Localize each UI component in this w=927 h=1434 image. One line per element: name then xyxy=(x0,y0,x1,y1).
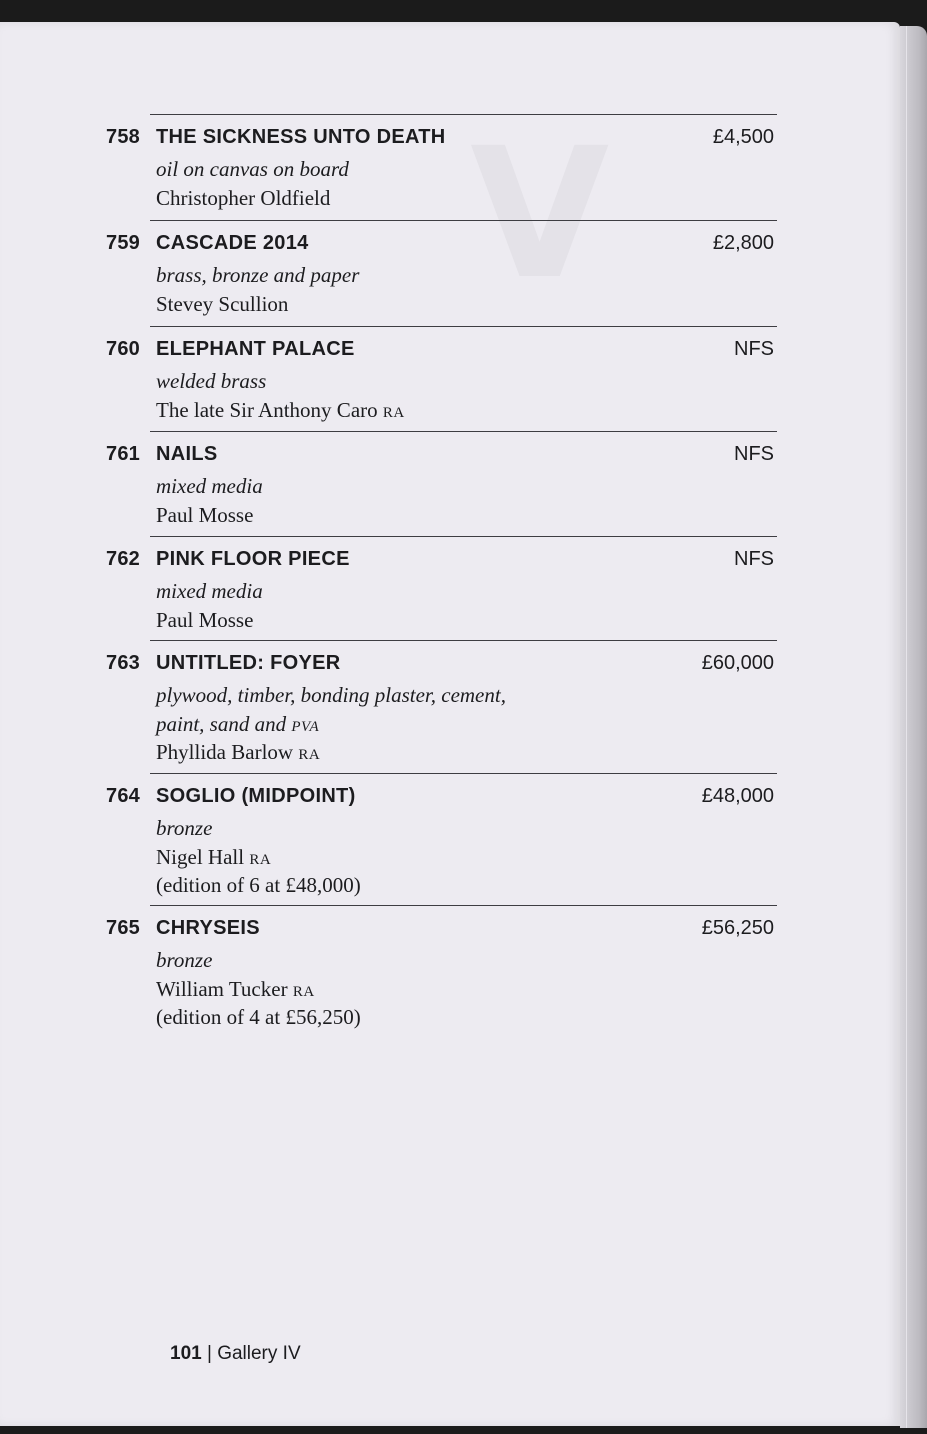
artist-name: Stevey Scullion xyxy=(156,292,289,316)
medium-suffix: PVA xyxy=(291,719,320,735)
entry-divider xyxy=(150,220,777,221)
entry-number: 763 xyxy=(106,652,140,674)
entry-number: 758 xyxy=(106,126,140,148)
entry-title: UNTITLED: FOYER xyxy=(156,652,341,674)
entry-price: £4,500 xyxy=(712,126,774,148)
entry-edition: (edition of 4 at £56,250) xyxy=(156,1005,361,1029)
artist-name: Phyllida Barlow xyxy=(156,740,294,764)
entry-artist xyxy=(156,740,320,765)
entry-divider xyxy=(150,905,777,906)
entry-divider xyxy=(150,431,777,432)
entry-artist xyxy=(156,845,271,870)
section-name: Gallery IV xyxy=(217,1343,301,1364)
entry-price: NFS xyxy=(734,338,774,360)
entry-artist xyxy=(156,186,330,211)
entry-price: £60,000 xyxy=(701,652,774,674)
entry-divider xyxy=(150,114,777,115)
artist-name: The late Sir Anthony Caro xyxy=(156,398,378,422)
artist-name: Paul Mosse xyxy=(156,608,254,632)
entry-medium: mixed media xyxy=(156,474,263,498)
entry-title: CASCADE 2014 xyxy=(156,232,309,254)
entry-title: NAILS xyxy=(156,443,218,465)
entry-price: £48,000 xyxy=(701,785,774,807)
artist-name: Nigel Hall xyxy=(156,845,245,869)
artist-name: Christopher Oldfield xyxy=(156,186,331,210)
artist-suffix: RA xyxy=(292,984,315,1000)
entry-number: 759 xyxy=(106,232,140,254)
entry-number: 765 xyxy=(106,917,140,939)
entry-title: THE SICKNESS UNTO DEATH xyxy=(156,126,446,148)
entry-medium: brass, bronze and paper xyxy=(156,263,360,287)
artist-name: William Tucker xyxy=(156,977,288,1001)
entry-title: PINK FLOOR PIECE xyxy=(156,548,350,570)
medium-text: paint, sand and xyxy=(156,712,287,736)
artist-name: Paul Mosse xyxy=(156,503,254,527)
entry-artist xyxy=(156,503,253,528)
entry-medium: bronze xyxy=(156,948,213,972)
entry-title: CHRYSEIS xyxy=(156,917,260,939)
artist-suffix: RA xyxy=(249,852,272,868)
artist-suffix: RA xyxy=(298,747,321,763)
entry-divider xyxy=(150,326,777,327)
entry-price: NFS xyxy=(734,443,774,465)
entry-medium: bronze xyxy=(156,816,213,840)
entry-medium: mixed media xyxy=(156,579,263,603)
entry-medium: welded brass xyxy=(156,369,267,393)
entry-title: ELEPHANT PALACE xyxy=(156,338,355,360)
entry-divider xyxy=(150,773,777,774)
entry-title: SOGLIO (MIDPOINT) xyxy=(156,785,356,807)
entry-divider xyxy=(150,640,777,641)
entry-price: NFS xyxy=(734,548,774,570)
entry-edition: (edition of 6 at £48,000) xyxy=(156,873,361,897)
entry-number: 761 xyxy=(106,443,140,465)
entry-artist xyxy=(156,977,315,1002)
entry-number: 762 xyxy=(106,548,140,570)
entry-number: 764 xyxy=(106,785,140,807)
entry-number: 760 xyxy=(106,338,140,360)
entry-artist xyxy=(156,292,288,317)
entry-artist xyxy=(156,608,253,633)
footer-separator: | xyxy=(206,1343,212,1364)
entry-price: £56,250 xyxy=(701,917,774,939)
page-footer xyxy=(170,1343,301,1365)
entry-medium-continued xyxy=(156,712,319,737)
entry-artist xyxy=(156,398,405,423)
entry-price: £2,800 xyxy=(712,232,774,254)
page-edge xyxy=(900,26,927,1428)
entry-medium: oil on canvas on board xyxy=(156,157,349,181)
entry-medium: plywood, timber, bonding plaster, cement, xyxy=(156,683,506,707)
entry-divider xyxy=(150,536,777,537)
page-number: 101 xyxy=(170,1343,202,1364)
artist-suffix: RA xyxy=(382,405,405,421)
